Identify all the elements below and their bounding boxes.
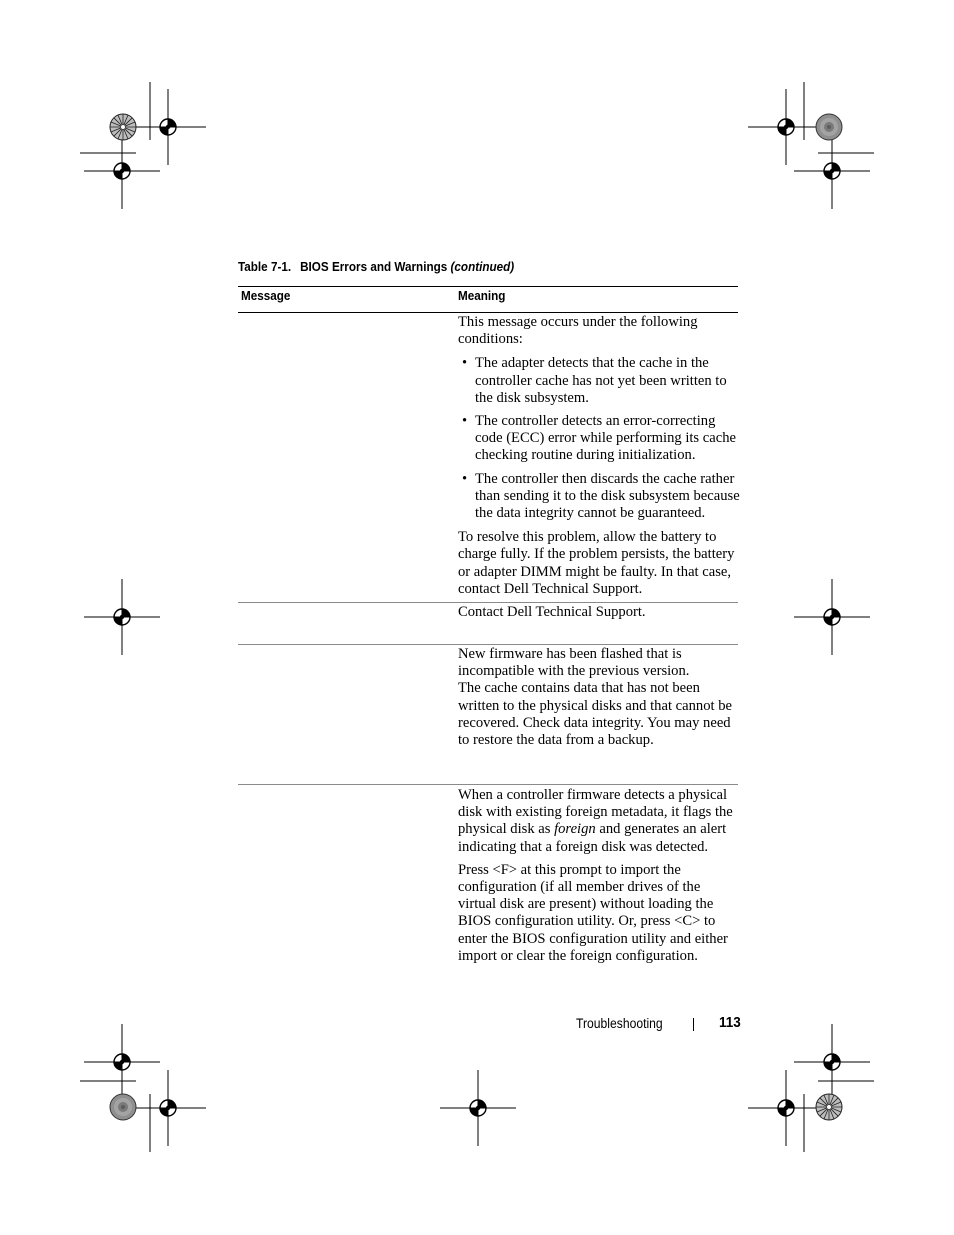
- bullet-item: • The adapter detects that the cache in the controller cache has not yet been written to the disk subsystem.: [462, 355, 727, 406]
- table-row-divider: [238, 602, 738, 603]
- table-row-divider: [238, 644, 738, 645]
- table-row-1-meaning: [458, 314, 740, 598]
- column-header-message: Message: [241, 288, 291, 303]
- bullet-icon: •: [462, 413, 468, 430]
- table-row-2-meaning: Contact Dell Technical Support.: [458, 604, 646, 620]
- table-title: BIOS Errors and Warnings: [300, 259, 448, 274]
- row1-intro: This message occurs under the following conditions:: [458, 314, 698, 348]
- footer-separator: [693, 1018, 694, 1031]
- table-caption: [238, 259, 514, 274]
- row4-paragraph-2: Press <F> at this prompt to import the configuration (if all member drives of the virtual disk are present) without loading the BIOS configuration utility. Or, press <C> to enter the BIOS configuration utility and either import or clear the foreign configuration.: [458, 861, 728, 964]
- foreign-term: foreign: [554, 821, 596, 838]
- row1-resolution: To resolve this problem, allow the battery to charge fully. If the problem persists, the battery or adapter DIMM might be faulty. In that case, contact Dell Technical Support.: [458, 529, 735, 597]
- column-header-meaning: Meaning: [458, 288, 506, 303]
- row4-paragraph-1: When a controller firmware detects a physical disk with existing foreign metadata, it flags the physical disk as foreign and generates an alert indicating that a foreign disk was detected.: [458, 787, 733, 855]
- table-row-4-meaning: [458, 787, 740, 965]
- bullet-icon: •: [462, 355, 468, 372]
- bullet-item: • The controller then discards the cache rather than sending it to the disk subsystem because the data integrity cannot be guaranteed.: [462, 470, 740, 522]
- footer-section-title: Troubleshooting: [576, 1016, 663, 1031]
- bullet-icon: •: [462, 470, 468, 487]
- table-number: Table 7-1.: [238, 259, 292, 274]
- table-header-rule: [238, 312, 738, 313]
- bullet-item: • The controller detects an error-correcting code (ECC) error while performing its cache checking routine during initialization.: [462, 413, 736, 464]
- table-row-divider: [238, 784, 738, 785]
- table-row-3-meaning: [458, 646, 740, 749]
- table-top-rule: [238, 286, 738, 287]
- page-number: 113: [719, 1014, 741, 1031]
- table-continued: (continued): [450, 259, 515, 274]
- row3-line2: The cache contains data that has not been written to the physical disks and that cannot be recovered. Check data integrity. You may need to restore the data from a backup.: [458, 680, 732, 749]
- row3-line1: New firmware has been flashed that is incompatible with the previous version.: [458, 646, 690, 680]
